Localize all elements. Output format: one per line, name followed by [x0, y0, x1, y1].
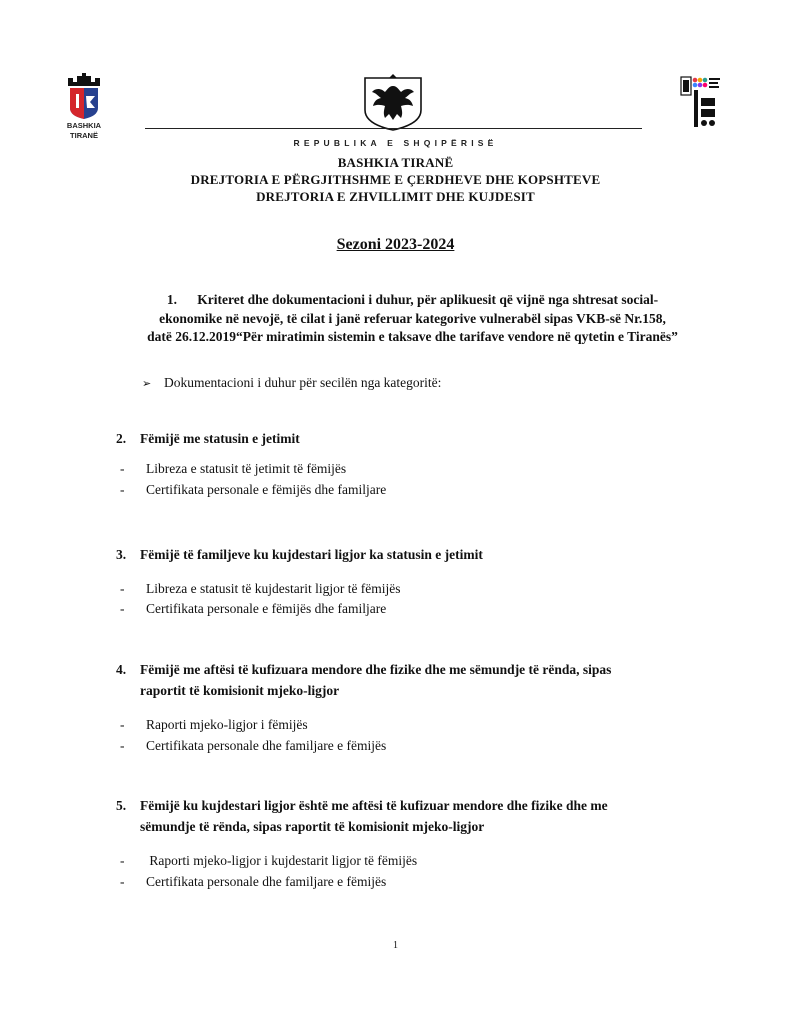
section-heading: Fëmijë me statusin e jetimit: [140, 431, 300, 446]
logo-caption-line-2: TIRANË: [70, 131, 98, 140]
section-3-title: [116, 544, 712, 565]
logo-caption-line-1: BASHKIA: [66, 121, 102, 130]
section-number: 3.: [116, 547, 127, 562]
list-item: - Certifikata personale dhe familjare e fëmijës: [120, 738, 387, 753]
section-number: 4.: [116, 662, 127, 677]
list-item: - Certifikata personale dhe familjare e fëmijës: [120, 874, 387, 889]
section-heading: Fëmijë ku kujdestari ligjor është me aftësi të kufizuar mendore dhe fizike dhe me: [140, 798, 608, 813]
arrow-bullet-icon: ➢: [142, 377, 152, 390]
section-2-title: [116, 428, 712, 449]
criteria-paragraph: [112, 291, 713, 347]
criteria-line-1: 1. Kriteret dhe dokumentacioni i duhur, për aplikuesit që vijnë nga shtresat social-: [166, 292, 659, 307]
list-item: - Raporti mjeko-ligjor i kujdestarit ligjor të fëmijës: [120, 853, 418, 868]
section-4-title: [116, 659, 712, 701]
season-title: Sezoni 2023-2024: [336, 236, 455, 253]
criteria-line-2: ekonomike në nevojë, të cilat i janë referuar kategorive vulnerabël sipas VKB-së Nr.158,: [159, 310, 666, 326]
tirana-partner-logo: [680, 76, 722, 128]
intro-bullet: [142, 375, 441, 391]
list-item: - Certifikata personale e fëmijës dhe familjare: [120, 601, 387, 616]
municipality-name: BASHKIA TIRANË: [337, 155, 454, 170]
albanian-emblem: [359, 72, 427, 132]
list-item: - Raporti mjeko-ligjor i fëmijës: [120, 717, 308, 732]
criteria-line-3: datë 26.12.2019“Për miratimin sistemin e taksave dhe tarifave vendore në qytetin e Tiranës”: [147, 329, 678, 344]
section-number: 5.: [116, 798, 127, 813]
general-directorate: DREJTORIA E PËRGJITHSHME E ÇERDHEVE DHE KOPSHTEVE: [190, 172, 601, 187]
partner-logo-icon: [680, 76, 722, 128]
republic-title: REPUBLIKA E SHQIPËRISË: [293, 138, 498, 148]
castle-shield-icon: [64, 72, 104, 120]
section-5-title: [116, 795, 712, 837]
list-item: - Libreza e statusit të jetimit të fëmijës: [120, 461, 347, 476]
double-headed-eagle-icon: [359, 72, 427, 132]
list-item: - Certifikata personale e fëmijës dhe familjare: [120, 482, 387, 497]
section-heading-cont: sëmundje të rënda, sipas raportit të komisionit mjeko-ligjor: [140, 819, 485, 834]
section-heading-cont: raportit të komisionit mjeko-ligjor: [140, 683, 340, 698]
section-number: 2.: [116, 431, 127, 446]
list-item: - Libreza e statusit të kujdestarit ligjor të fëmijës: [120, 581, 401, 596]
header-divider: [145, 128, 642, 129]
section-heading: Fëmijë të familjeve ku kujdestari ligjor ka statusin e jetimit: [140, 547, 483, 562]
tirana-municipality-logo: [62, 72, 106, 140]
intro-text: Dokumentacioni i duhur për secilën nga kategoritë:: [164, 375, 442, 390]
development-directorate: DREJTORIA E ZHVILLIMIT DHE KUJDESIT: [256, 189, 535, 204]
page-number: 1: [393, 940, 398, 951]
section-heading: Fëmijë me aftësi të kufizuara mendore dhe fizike dhe me sëmundje të rënda, sipas: [140, 662, 612, 677]
